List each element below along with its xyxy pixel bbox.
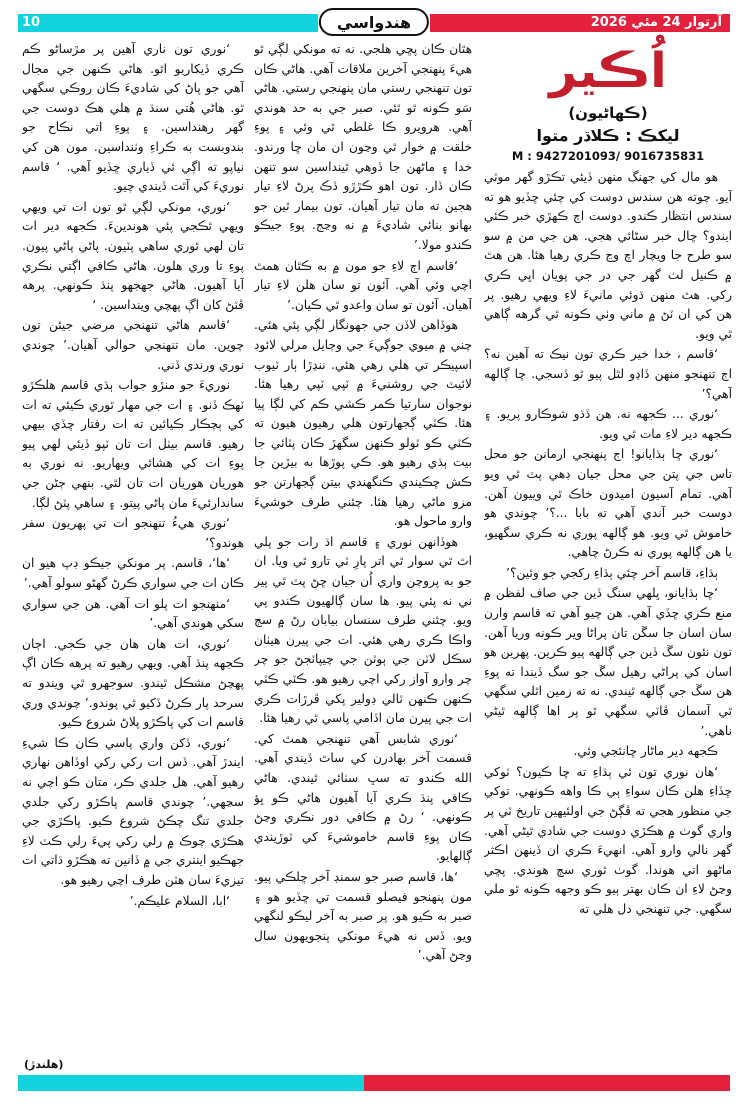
story-title-block [484,40,732,166]
page-header [18,8,730,38]
footer-red-band [364,1075,730,1091]
issue-date: آرتوار 24 مئي 2026 [590,15,722,30]
paragraph: ‘ابا، السلام عليڪم.’ [129,893,230,908]
author-phone: M : 9427201093/ 9016735831 [511,149,705,163]
paragraph: ‘نوري شابس آهي تنهنجي همٿ کي. قسمت آخر بهادرن کي ساٿ ڏيندي آهي. الله ڪندو ته سڀ سٺائي ٿيندي. هاڻي ڪافي پنڌ ڪري آيا آهيون هاڻي ڪو ڀؤ ڪونهي. ‘ رڻ ۾ ڪافي دور نڪري وڃڻ ڪان پوءِ قاسم خاموشيءَ کي ٽوڙيندي ڳالهايو. [254,731,472,864]
paragraph: ‘ڇا ٻڌايانو، ڀلهي سنگ ڏين جي صاف لفظن ۾ منع ڪري ڇڏي آهي. هن چيو آهي ته قاسم وارن سان اسان جا سڱن تان پراڻا وير ڪونه وريا آهن. تون نئون سڱ ڏين جي ڳالهه پيو ڪرين. پهرين هو اسان کي پراڻي رهيل سڱ جو سگ ڏيندا ته پوءِ هن سڱ جي ڳالهه ٿيندي. نه ته زمين اٿلي سگهي ٿي آسمان ڦاٽي سگهي ٿو پر اها ڳالهه ٿيڻي ناهي.’ [484,586,732,738]
article-column-1 [484,168,732,1053]
masthead-logo: هندواسي [319,8,429,36]
paragraph: نوريءَ جو منڙو جواب ٻڌي قاسم هلڪڙو ٽهڪ ڏنو. ۽ ات جي مهار ٿوري ڪيئي ته ات کي ٻچڪار ڪيائين ته ات رفتار ڇڏي بيهي رهيو. قاسم بيٺل ات تان ٽپو ڏيئي لهي پيو پوءِ ات کي هشائي ويهاريو. نه نوري به هوريان هوريان ات تان لٿي. بنهي ڄڻن جي ساندارئيءَ مان پاڻي پيتو. ۽ ساهي پٽڻ لڳا. [22,378,244,510]
article-column-2 [254,40,472,1053]
paragraph: ‘هان نوري تون ئي ٻڌاءِ ته ڇا ڪيون؟ ٽوکي ڇڏاءِ هلن ڪان سواءِ ٻي ڪا واهه ڪونهي. توکي جي منظور هجي ته ڦڳڻ جي اولئيهين تاريخ ٽي پر واري گوٺ ۾ هڪڙي دوست جي شادي ٿيڻي آهي. گهر نالي وارو آهي. انهيءَ ڪري ان ڏينهن اڪثر ماڻهو اتي هوندا. گوٺ ٿوري سڄ هوندي. پڇي وڃڻ لاءِ ان ڪان بهتر ٻيو ڪو وجهه ڪونه ٿو ملي سگهي. جي تنهنجي دل هلي ته [484,764,732,916]
paragraph: ‘منهنجو ات پلو ات آهي. هن جي سواري سکي هوندي آهي.’ [22,596,244,631]
paragraph: ‘نوري، ات هان هان جي ڪجي. اڄان ڪجهه پنڌ آهي. ويهي رهيو ته پرهه ڪان اڳ پهچڻ مشڪل ٿيندو. سوجهرو ٿي ويندو ته سرحد پار ڪرڻ ڏکيو ٿي پوندو.’ چوندي وري قاسم ات کي پاڪڙو پلاڻ شروع ڪيو. [22,636,244,730]
paragraph: ‘نوري، مونکي لڳي ٿو تون ات تي ويهي ويهي ٿڪجي پئي هوندينءَ. ڪجهه دير ات تان لهي ٿوري ساهي پٽيون. پاڻي پاڻي پيون. پوءِ تا وري هلون. هاڻي ڪافي اڳتي نڪري آيا آهيون. هاڻي جهجهو پنڌ ڪونهي. پرهه ڦٽڻ کان اڳ پهچي وينداسين. ‘ [22,199,244,312]
paragraph: ‘ها‘، قاسم. پر مونکي جيڪو ڊپ هيو ان ڪان ات جي سواري ڪرڻ گهڻو سولو آهي.’ [22,556,244,591]
paragraph: هو مال کي جهنگ منهن ڏيئي تڪڙو گهر موٽي آيو. چوته هن سندس دوست کي چئي ڇڏيو هو ته سندس انتظار ڪندو. دوست اڄ ڪهڙي خبر ڪئي ايندو؟ ڇال خبر سڻائي هجي. هن جي من ۾ سو سو طرح جا ويچار اچ وڃ ڪري رهيا هئا. هن هٿ ۾ ڪنيل لٺ گهر جي در جي پويان اڀي ڪري رکي. هٿ منهن ڌوئي مانيءَ لاءِ ويهي رهيو. پر هن کي ان ٽڻ ۾ ماني وٺي ڪونه ٿي گرهه ڳاهي ٿي ويو. [484,170,732,341]
paragraph: ‘نوري، ڏکن واري پاسي ڪان ڪا شيءِ ايندڙ آهي. ڏس ات رکي رکي اوڏاهن نهاري رهيو آهي. هل جلدي ڪر، متان ڪو اچي نه سڃهي.’ چوندي قاسم پاڪڙو رکي جلدي جلدي تنگ ڇڪڻ شروع ڪيو. پاڪڙي جي هڪڙي چوڪ ۾ رلي رکي پيءَ رلي ڪٽ لاءِ جهڪيو اينتري جي ۾ ڏانين ته هڪڙو ڌاتي ات تيزيءَ سان هٽن طرف اچي رهيو هو. [22,735,244,887]
paragraph: ‘قاسم ، خدا خير ڪري تون نيڪ ته آهين نه؟ اڄ تنهنجو منهن ڏاڍو لٿل پيو ٿو ڏسجي. ڇا ڳالهه آهي؟’ [484,347,732,401]
paragraph: هوڏاهن لاڏن جي جهونگار لڳي پئي هئي. چني ۾ ميوي جوڳيءَ جي وڄايل مرلي لائوڊ اسپيڪر تي هلي رهي هئي. ننڍڙا ٻار ٽيوب لائيٽ جي روشنيءَ ۾ ٽپي ٽپي رهيا هئا. نوجوان سارتيا ڪمر ڪشي ڪم کي لڳا پيا هئا. ڪٽي ڳجهارتون هلي رهيون هيون ته ڪٽي ڪو ٽولو ڪنهن سگهڙ ڪان پٽائي جا بيت ٻڌي رهيو هو. ڪي پوڙها به بيڙين جا ڪش ڇڪيندي ڪنگهندي بيتن ڳجهارتن جو مزو ماڻي رهيا هئا. چئني طرف خوشيءَ وارو ماحول هو. [254,318,472,529]
paragraph: ‘نوري ڇا ٻڌايانو! اڄ پنهنجي ارمانن جو محل تاس جي پتن جي محل جيان ڊهي پٽ ٿي ويو آهي. تمام آسيون اميدون خاڪ ٿي وييون آهن. دوست خبر آندي آهي ته بابا ...؟’ چوندي هو خاموش ٿي ويو. هو ڳالهه پوري نه ڪري سگهيو، يا هن ڳالهه پوري نه ڪرڻ چاهي. [484,447,732,560]
paragraph: ‘نوري ... ڪجهه نه. هن ڏڌو شوڪارو پريو. ۽ ڪجهه دير لاءِ مات ٿي ويو. [484,407,732,441]
paragraph: هوڏانهن نوري ۽ قاسم اڌ رات جو پلي اٿ ٿي سوار ٿي اتر پارِ ٽي تارو ٿي ويا. ان جو به پروچن واري اُن جيان ڇڻ پٽ ٿي پير ني نه پئي پيو. ها سان ڳالهيون ڪندو پي ويو. چئني طرف سنسان بيابان رڻ ۾ سڄ واڪا ڪري رهي هئي. ات جي پيرن هيٺان سڪل لاٽن جي ٻوٽن جي چيپاٽجڻ جو چر چر وارو آواز رکي اچي رهيو هو. ڪٽي ڪٽي ڪنهن ڪنهن ٽالي ڊولير پکي ڦرڙات ڪري ات جي پيرن مان اڏامي پاسي ٿي رهيا هئا. [254,534,472,726]
paragraph: ‘قاسم اڄ لاءِ جو مون ۾ به ڪٿان همٿ اچي وئي آهي. آئون تو سان هلن لاءِ تيار آهيان. آئون تو سان واعدو ٿي ڪيان.’ [254,258,472,312]
continued-mark: (هلندڙ) [24,1058,64,1071]
paragraph: ‘قاسم هاڻي تنهنجي مرضي جيئن تون چوين. مان تنهنجي حوالي آهيان.’ چوندي نوري ورندي ڏني. [22,318,244,372]
page-number: 10 [22,15,41,30]
author-line: ليکڪ : ڪلاڌر متوا [536,126,680,145]
paragraph: ٻڌاءِ، قاسم آخر ڇئي ٻڌاءِ رکجي جو وئين؟’ [506,565,718,580]
paragraph: ‘نوري هيءُ تنهنجو ات تي پهريون سفر هوندو؟’ [22,516,244,550]
story-title: اُڪير [549,43,667,99]
paragraph: ڪجهه دير ماڻار ڇانئجي وئي. [573,744,718,759]
footer-cyan-band [18,1075,364,1091]
paragraph: هٿان ڪان پڇي هلجي. نه ته مونکي لڳي ٿو هيءَ پنهنجي آخرين ملاقات آهي. هاڻي ڪان تون تنهنجي رستي مان پنهنجي رستي. هاڻي سَو ڪونه ٿو ٿئي. صبر جي به حد هوندي آهي. هرويرو ڪا غلطي ٿي وئي ۽ پوءِ خلقت ۾ خوار ٿي وڃون ان مان ڇا ورندو. خدا ۽ ماڻهن جا ڏوهي ٿينداسين سو تنهن ڪان ڏار. تون اهو ڪڙڙو ڏڪ پرڻ لاءِ تيار هجين ته مان تيار آهيان. تون بيمار ٿين جو بهانو بنائي شاديءَ ۾ نه وڃج. پوءِ جيڪو ڪندو مولا.’ [254,42,472,252]
header-cyan-band [18,14,318,32]
paragraph: ‘نوري تون ناري آهين پر مڙساڻو ڪم ڪري ڏيکاريو اٿو. هاڻي ڪنهن جي مجال آهي جو پاڻ کي شاديءَ ڪان روڪي سگهي ٿو. هاڻي هُتي سنڌ ۾ هلي هڪ دوست جي گهر رهنداسين. ۽ پوءِ اتي نڪاح جو بندوبست به ڪراءِ وٺنداسين. مون هن کي نياپو ته اڳي ئي ڏياري ڇڏيو آهي. ‘ قاسم نوريءَ کي آٿت ڏيندي چيو. [22,42,244,194]
story-type: (ڪهاڻيون) [568,104,648,122]
article-column-3 [22,40,244,1053]
paragraph: ‘ها، قاسم صبر جو سمنڊ آخر ڇلڪي پيو. مون پنهنجو فيصلو قسمت تي ڇڏيو هو ۽ صبر به ڪيو هو. پر صبر به آخر ليڪو لنگهي ويو. ڏس نه هيءَ مونکي پنجويهون سال وڃڻ آهي.’ [254,869,472,963]
